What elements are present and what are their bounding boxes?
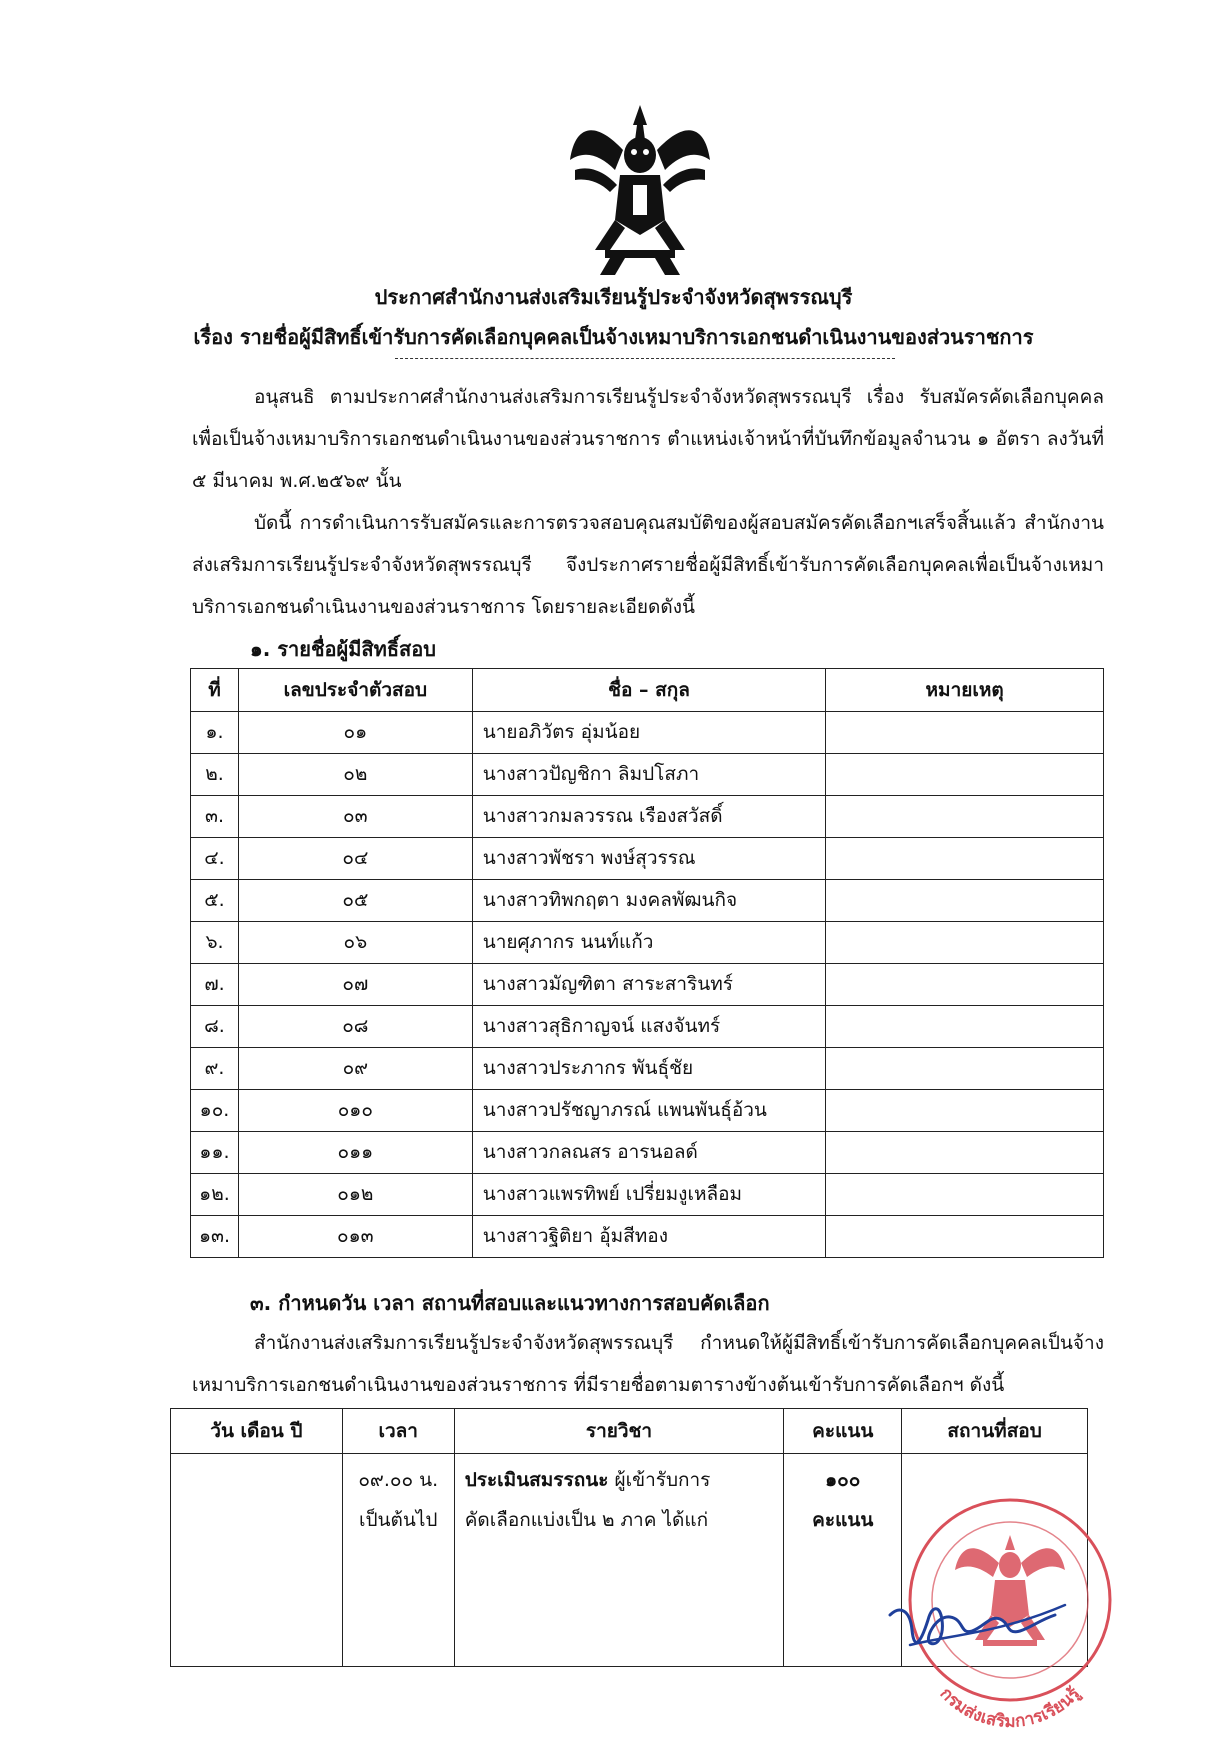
table-row bbox=[191, 838, 1104, 880]
paragraph-status bbox=[192, 502, 1104, 628]
schedule-header-row bbox=[171, 1409, 1088, 1454]
garuda-emblem-icon bbox=[565, 100, 715, 280]
paragraph-exam-schedule bbox=[192, 1322, 1104, 1406]
cell-no: ๗. bbox=[191, 964, 239, 1006]
subject-bold: ประเมินสมรรถนะ bbox=[464, 1469, 609, 1491]
cell-name: นางสาวกลณสร อารนอลด์ bbox=[472, 1132, 826, 1174]
paragraph-intro bbox=[192, 376, 1104, 502]
cell-note bbox=[826, 922, 1104, 964]
col-header-time: เวลา bbox=[342, 1409, 454, 1454]
cell-exam-id: ๐๒ bbox=[238, 754, 472, 796]
table-row bbox=[191, 922, 1104, 964]
announcement-subject: เรื่อง รายชื่อผู้มีสิทธิ์เข้ารับการคัดเลือกบุคคลเป็นจ้างเหมาบริการเอกชนดำเนินงานของส่วนราชการ bbox=[193, 325, 1034, 349]
subject-rest: ผู้เข้ารับการ bbox=[608, 1469, 711, 1491]
table-row bbox=[191, 880, 1104, 922]
cell-exam-id: ๐๑ bbox=[238, 712, 472, 754]
table-row bbox=[191, 712, 1104, 754]
cell-name: นางสาวปัญชิกา ลิมปโสภา bbox=[472, 754, 826, 796]
paragraph-exam-schedule-text: สำนักงานส่งเสริมการเรียนรู้ประจำจังหวัดสุพรรณบุรี กำหนดให้ผู้มีสิทธิ์เข้ารับการคัดเลือกบุคคลเป็นจ้างเหมาบริการเอกชนดำเนินงานของส่วนราชการ ที่มีรายชื่อตามตารางข้างต้นเข้ารับการคัดเลือกฯ ดังนี้ bbox=[192, 1332, 1104, 1396]
table-row bbox=[191, 1048, 1104, 1090]
cell-no: ๑๓. bbox=[191, 1216, 239, 1258]
col-header-date: วัน เดือน ปี bbox=[171, 1409, 343, 1454]
paragraph-intro-text: อนุสนธิ ตามประกาศสำนักงานส่งเสริมการเรียนรู้ประจำจังหวัดสุพรรณบุรี เรื่อง รับสมัครคัดเลือกบุคคลเพื่อเป็นจ้างเหมาบริการเอกชนดำเนินงานของส่วนราชการ ตำแหน่งเจ้าหน้าที่บันทึกข้อมูลจำนวน ๑ อัตรา ลงวันที่ ๕ มีนาคม พ.ศ.๒๕๖๙ นั้น bbox=[192, 386, 1104, 492]
cell-no: ๔. bbox=[191, 838, 239, 880]
table-row bbox=[191, 754, 1104, 796]
table-row bbox=[191, 1090, 1104, 1132]
cell-date bbox=[171, 1454, 343, 1667]
score-unit: คะแนน bbox=[812, 1509, 874, 1531]
cell-note bbox=[826, 754, 1104, 796]
subject-line1 bbox=[465, 1460, 774, 1500]
cell-note bbox=[826, 1048, 1104, 1090]
cell-time bbox=[342, 1454, 454, 1667]
cell-note bbox=[826, 880, 1104, 922]
cell-note bbox=[826, 1216, 1104, 1258]
cell-exam-id: ๐๙ bbox=[238, 1048, 472, 1090]
cell-no: ๕. bbox=[191, 880, 239, 922]
table-row bbox=[191, 1216, 1104, 1258]
table-row bbox=[191, 1006, 1104, 1048]
cell-note bbox=[826, 1006, 1104, 1048]
col-header-location: สถานที่สอบ bbox=[902, 1409, 1088, 1454]
time-start: ๐๙.๐๐ น. bbox=[358, 1469, 439, 1491]
section3-title: ๓. กำหนดวัน เวลา สถานที่สอบและแนวทางการสอบคัดเลือก bbox=[250, 1291, 770, 1315]
cell-name: นางสาวมัญฑิตา สาระสารินทร์ bbox=[472, 964, 826, 1006]
cell-exam-id: ๐๓ bbox=[238, 796, 472, 838]
signature-icon bbox=[880, 1575, 1080, 1665]
cell-subject bbox=[454, 1454, 784, 1667]
cell-note bbox=[826, 1090, 1104, 1132]
col-header-note: หมายเหตุ bbox=[826, 669, 1104, 712]
cell-name: นางสาวฐิติยา อุ้มสีทอง bbox=[472, 1216, 826, 1258]
cell-name: นายอภิวัตร อุ่มน้อย bbox=[472, 712, 826, 754]
cell-note bbox=[826, 1174, 1104, 1216]
cell-name: นางสาวกมลวรรณ เรืองสวัสดิ์ bbox=[472, 796, 826, 838]
col-header-score: คะแนน bbox=[784, 1409, 902, 1454]
table-header-row bbox=[191, 669, 1104, 712]
cell-exam-id: ๐๑๒ bbox=[238, 1174, 472, 1216]
cell-exam-id: ๐๕ bbox=[238, 880, 472, 922]
col-header-subject: รายวิชา bbox=[454, 1409, 784, 1454]
cell-no: ๙. bbox=[191, 1048, 239, 1090]
announcement-title: ประกาศสำนักงานส่งเสริมเรียนรู้ประจำจังหวัดสุพรรณบุรี bbox=[374, 285, 853, 309]
cell-note bbox=[826, 964, 1104, 1006]
cell-note bbox=[826, 712, 1104, 754]
col-header-name: ชื่อ – สกุล bbox=[472, 669, 826, 712]
cell-name: นายศุภากร นนท์แก้ว bbox=[472, 922, 826, 964]
cell-name: นางสาวสุธิกาญจน์ แสงจันทร์ bbox=[472, 1006, 826, 1048]
time-onward: เป็นต้นไป bbox=[358, 1509, 438, 1531]
score-value: ๑๐๐ bbox=[825, 1469, 861, 1491]
cell-no: ๑๑. bbox=[191, 1132, 239, 1174]
table-row bbox=[191, 1174, 1104, 1216]
cell-exam-id: ๐๑๑ bbox=[238, 1132, 472, 1174]
cell-name: นางสาวปรัชญาภรณ์ แพนพันธุ์อ้วน bbox=[472, 1090, 826, 1132]
cell-name: นางสาวประภากร พันธุ์ชัย bbox=[472, 1048, 826, 1090]
table-row bbox=[191, 1132, 1104, 1174]
eligible-candidates-table bbox=[190, 668, 1104, 1258]
cell-no: ๒. bbox=[191, 754, 239, 796]
cell-no: ๓. bbox=[191, 796, 239, 838]
cell-no: ๖. bbox=[191, 922, 239, 964]
cell-name: นางสาวทิพกฤตา มงคลพัฒนกิจ bbox=[472, 880, 826, 922]
stamp-text: กรมส่งเสริมการเรียนรู้ bbox=[935, 1683, 1085, 1732]
table-row bbox=[191, 796, 1104, 838]
cell-exam-id: ๐๖ bbox=[238, 922, 472, 964]
col-header-no: ที่ bbox=[191, 669, 239, 712]
cell-exam-id: ๐๘ bbox=[238, 1006, 472, 1048]
cell-no: ๘. bbox=[191, 1006, 239, 1048]
cell-no: ๑๐. bbox=[191, 1090, 239, 1132]
cell-exam-id: ๐๑๓ bbox=[238, 1216, 472, 1258]
title-divider bbox=[395, 358, 895, 359]
col-header-exam-id: เลขประจำตัวสอบ bbox=[238, 669, 472, 712]
cell-name: นางสาวพัชรา พงษ์สุวรรณ bbox=[472, 838, 826, 880]
table-row bbox=[191, 964, 1104, 1006]
subject-line2: คัดเลือกแบ่งเป็น ๒ ภาค ได้แก่ bbox=[464, 1509, 709, 1531]
cell-note bbox=[826, 1132, 1104, 1174]
cell-note bbox=[826, 796, 1104, 838]
cell-exam-id: ๐๗ bbox=[238, 964, 472, 1006]
cell-note bbox=[826, 838, 1104, 880]
paragraph-status-text: บัดนี้ การดำเนินการรับสมัครและการตรวจสอบคุณสมบัติของผู้สอบสมัครคัดเลือกฯเสร็จสิ้นแล้ว สำนักงานส่งเสริมการเรียนรู้ประจำจังหวัดสุพรรณบุรี จึงประกาศรายชื่อผู้มีสิทธิ์เข้ารับการคัดเลือกบุคคลเพื่อเป็นจ้างเหมาบริการเอกชนดำเนินงานของส่วนราชการ โดยรายละเอียดดังนี้ bbox=[192, 512, 1104, 618]
cell-name: นางสาวแพรทิพย์ เปรี่ยมงูเหลือม bbox=[472, 1174, 826, 1216]
cell-no: ๑. bbox=[191, 712, 239, 754]
cell-exam-id: ๐๔ bbox=[238, 838, 472, 880]
cell-no: ๑๒. bbox=[191, 1174, 239, 1216]
svg-text:กรมส่งเสริมการเรียนรู้ bbox=[936, 1683, 1086, 1732]
cell-exam-id: ๐๑๐ bbox=[238, 1090, 472, 1132]
section1-title: ๑. รายชื่อผู้มีสิทธิ์สอบ bbox=[250, 637, 436, 661]
